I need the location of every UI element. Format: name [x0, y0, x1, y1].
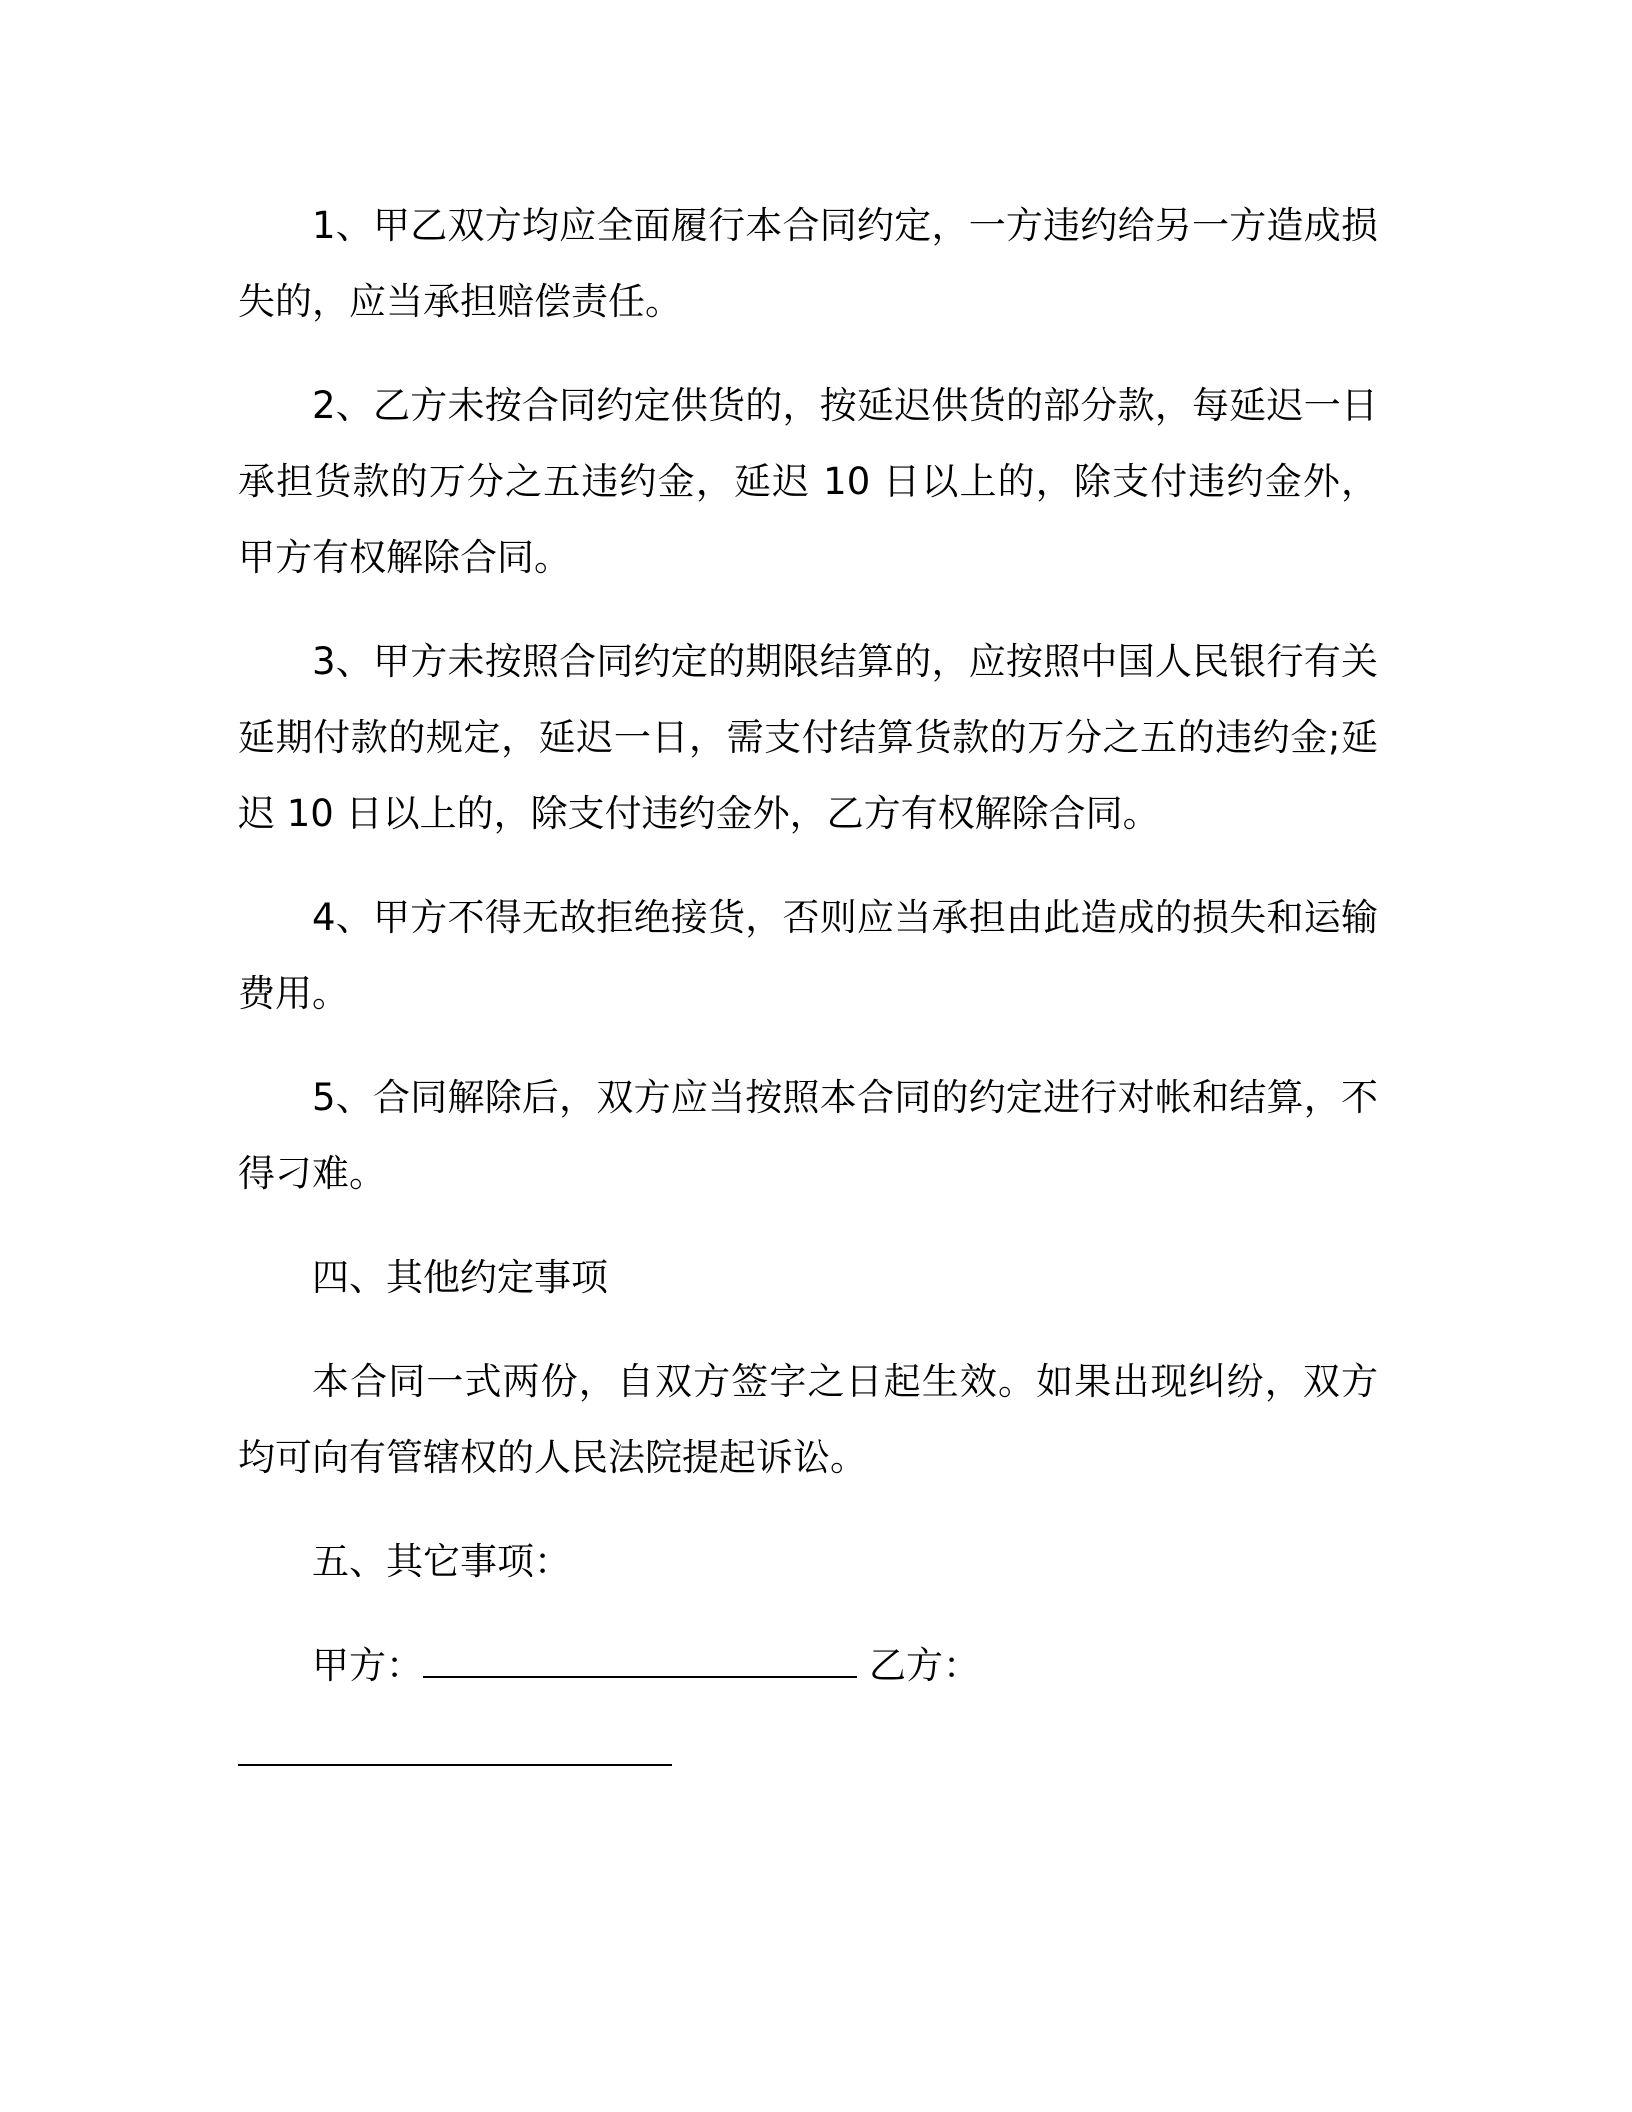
party-b-signature-row — [238, 1714, 1378, 1790]
section-4-body: 本合同一式两份，自双方签字之日起生效。如果出现纠纷，双方均可向有管辖权的人民法院提起诉讼。 — [238, 1360, 1378, 1479]
clause-4: 4、甲方不得无故拒绝接货，否则应当承担由此造成的损失和运输费用。 — [238, 896, 1378, 1015]
document-page — [238, 188, 1378, 1790]
clause-1: 1、甲乙双方均应全面履行本合同约定，一方违约给另一方造成损失的，应当承担赔偿责任。 — [238, 204, 1378, 323]
clause-2: 2、乙方未按合同约定供货的，按延迟供货的部分款，每延迟一日承担货款的万分之五违约金，延迟 10 日以上的，除支付违约金外，甲方有权解除合同。 — [238, 384, 1378, 579]
party-b-label: 乙方： — [869, 1644, 980, 1687]
section-5-heading: 五、其它事项： — [312, 1540, 571, 1583]
party-a-signature-blank — [423, 1646, 857, 1678]
clause-3: 3、甲方未按照合同约定的期限结算的，应按照中国人民银行有关延期付款的规定，延迟一日，需支付结算货款的万分之五的违约金;延迟 10 日以上的，除支付违约金外，乙方有权解除合同。 — [238, 640, 1378, 835]
clause-5: 5、合同解除后，双方应当按照本合同的约定进行对帐和结算，不得刁难。 — [238, 1076, 1378, 1195]
signature-line — [238, 1628, 1378, 1704]
party-a-label: 甲方： — [312, 1644, 423, 1687]
party-b-signature-blank — [238, 1734, 672, 1766]
section-4-heading: 四、其他约定事项 — [312, 1256, 608, 1299]
